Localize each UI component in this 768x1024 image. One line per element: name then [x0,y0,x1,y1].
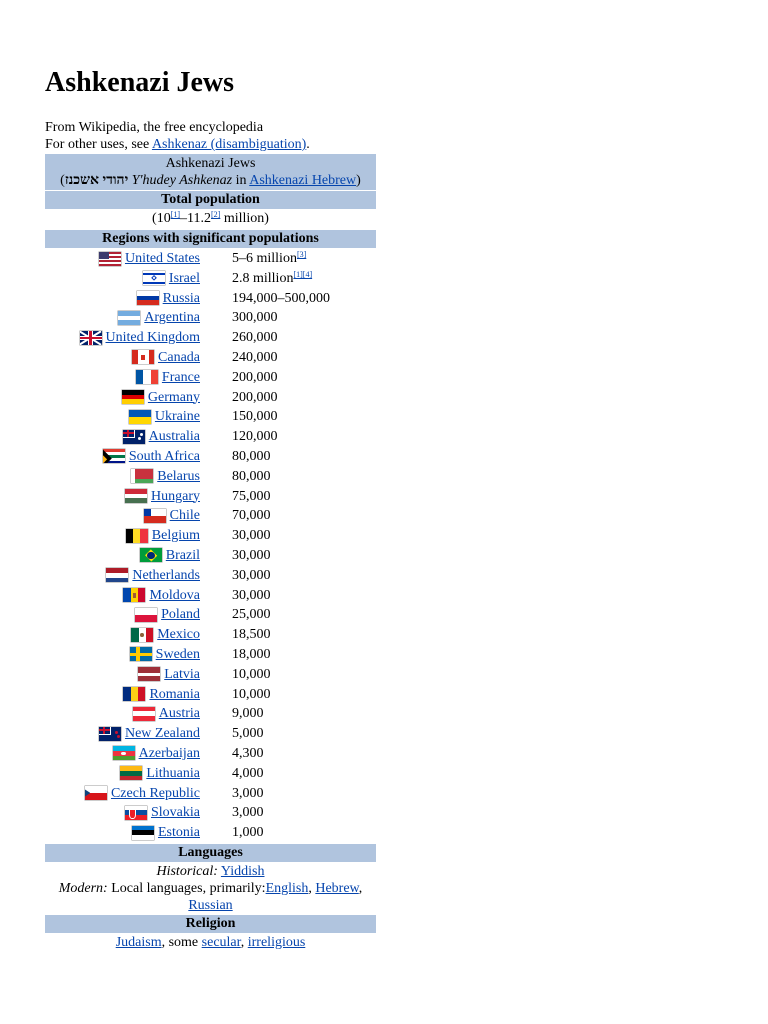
population-value: 200,000 [232,389,278,405]
region-row [45,308,376,328]
au-flag-icon [123,430,145,444]
country-link[interactable]: Czech Republic [110,785,200,801]
region-row [45,289,376,309]
population-value: 2.8 million [232,270,294,286]
native-name [45,172,376,189]
region-row [45,665,376,685]
region-country [129,408,200,425]
ee-flag-icon [132,826,154,840]
country-link[interactable]: Estonia [158,825,200,841]
ashkenazi-hebrew-link[interactable]: Ashkenazi Hebrew [249,173,357,188]
hebrew-name: יהודי אשכנז [64,173,129,188]
population-value: 1,000 [232,825,264,841]
country-link[interactable]: Belgium [151,528,200,544]
ro-flag-icon [123,687,145,701]
region-country [133,705,200,722]
infobox-title [45,154,376,190]
country-link[interactable]: Hungary [151,488,200,504]
region-country [118,309,200,326]
country-link[interactable]: Argentina [144,310,200,326]
region-row [45,526,376,546]
region-row [45,685,376,705]
region-country [99,725,200,742]
ua-flag-icon [129,410,151,424]
region-row [45,625,376,645]
country-link[interactable]: South Africa [128,448,200,464]
transliteration: Y'hudey Ashkenaz [128,173,233,188]
country-link[interactable]: New Zealand [124,726,200,742]
irreligious-link[interactable]: irreligious [247,934,306,950]
population-value: 5,000 [232,726,264,742]
region-country [99,250,200,267]
region-population [232,547,271,564]
region-row [45,467,376,487]
country-link[interactable]: Slovakia [151,805,200,821]
region-country [123,686,200,703]
region-country [122,389,200,406]
cl-flag-icon [144,509,166,523]
region-population [232,488,271,505]
modern-text: Local languages, primarily: [107,880,266,896]
region-row [45,724,376,744]
country-link[interactable]: Netherlands [132,567,200,583]
region-population [232,507,271,524]
country-link[interactable]: Australia [148,429,200,445]
population-value: 30,000 [232,587,271,603]
ref-2-link[interactable]: [2] [211,210,221,219]
total-population-header: Total population [45,191,376,209]
region-row [45,605,376,625]
region-population [232,448,271,465]
population-value: 18,000 [232,646,271,662]
population-value: 18,500 [232,627,271,643]
region-population [232,705,264,722]
hatnote-prefix: For other uses, see [45,137,152,152]
region-country [120,765,200,782]
russian-link[interactable]: Russian [188,897,233,913]
za-flag-icon [103,449,125,463]
fr-flag-icon [136,370,158,384]
regions-list [45,249,376,843]
region-country [132,824,200,841]
region-population [232,309,278,326]
gb-flag-icon [80,331,102,345]
yiddish-link[interactable]: Yiddish [220,863,265,879]
disambiguation-link[interactable]: Ashkenaz (disambiguation) [151,137,307,152]
page-title: Ashkenazi Jews [45,67,235,98]
region-country [103,448,200,465]
region-row [45,249,376,269]
region-row [45,803,376,823]
region-population [232,745,264,762]
region-population [232,270,312,287]
population-value: 150,000 [232,409,278,425]
region-country [136,369,200,386]
il-flag-icon [143,271,165,285]
region-row [45,427,376,447]
region-country [123,587,200,604]
region-country [126,527,200,544]
population-value: 9,000 [232,706,264,722]
cz-flag-icon [85,786,107,800]
region-row [45,506,376,526]
population-value: 80,000 [232,468,271,484]
region-population [232,428,278,445]
country-link[interactable]: Austria [158,706,200,722]
population-value: 240,000 [232,349,278,365]
country-link[interactable]: Poland [161,607,200,623]
region-country [113,745,200,762]
population-value: 260,000 [232,330,278,346]
population-value: 10,000 [232,666,271,682]
population-ref-link[interactable]: [1][4] [293,269,313,279]
region-country [140,547,200,564]
az-flag-icon [113,746,135,760]
population-ref-link[interactable]: [3] [296,250,307,259]
lv-flag-icon [138,667,160,681]
ref-1-link[interactable]: [1] [170,210,181,219]
country-link[interactable]: United States [124,251,200,266]
region-population [232,785,264,802]
country-link[interactable]: Ukraine [154,409,200,425]
se-flag-icon [130,647,152,661]
region-country [123,428,200,445]
region-population [232,725,264,742]
hatnote [45,136,310,153]
regions-header: Regions with significant populations [45,230,376,248]
region-row [45,645,376,665]
region-country [130,646,200,663]
at-flag-icon [133,707,155,721]
region-population [232,369,278,386]
region-country [132,349,200,366]
by-flag-icon [131,469,153,483]
population-value: 30,000 [232,547,271,563]
region-country [131,626,200,643]
languages-header: Languages [45,844,376,862]
population-value: 30,000 [232,528,271,544]
region-row [45,487,376,507]
region-country [135,606,200,623]
infobox-name: Ashkenazi Jews [165,156,256,171]
country-link[interactable]: Latvia [164,666,200,682]
country-link[interactable]: United Kingdom [105,330,200,346]
population-value: 4,300 [232,745,264,761]
region-country [106,567,200,584]
region-row [45,368,376,388]
region-population [232,329,278,346]
country-link[interactable]: Romania [149,686,200,702]
population-value: 4,000 [232,765,264,781]
nl-flag-icon [106,568,128,582]
population-value: 5–6 million [232,251,297,266]
hebrew-link[interactable]: Hebrew [315,880,359,896]
total-pop-post: million) [220,211,269,226]
historical-languages [45,863,376,880]
nz-flag-icon [99,727,121,741]
country-link[interactable]: Belarus [157,468,200,484]
country-link[interactable]: Israel [168,270,200,286]
historical-label: Historical: [156,863,218,879]
population-value: 300,000 [232,310,278,326]
region-population [232,666,271,683]
country-link[interactable]: Sweden [155,646,200,662]
religion-header: Religion [45,915,376,933]
md-flag-icon [123,588,145,602]
region-country [131,468,200,485]
region-population [232,468,271,485]
region-country [143,270,200,287]
region-population [232,765,264,782]
religion: Judaism, some secular, irreligious [115,934,306,950]
region-population [232,804,264,821]
region-population [232,349,278,366]
modern-languages: Modern: Local languages, primarily:English, Hebrew, Russian [58,880,363,913]
ar-flag-icon [118,311,140,325]
mx-flag-icon [131,628,153,642]
religion-text: , some [161,934,202,950]
region-population [232,824,264,841]
native-close: ) [356,173,361,188]
country-link[interactable]: Russia [162,290,200,306]
region-row [45,784,376,804]
de-flag-icon [122,390,144,404]
region-country [80,329,201,346]
region-row [45,388,376,408]
region-population [232,626,271,643]
population-value: 200,000 [232,369,278,385]
country-link[interactable]: Moldova [149,587,200,603]
ru-flag-icon [137,291,159,305]
population-value: 10,000 [232,686,271,702]
total-population [45,210,376,227]
region-population [232,408,278,425]
region-country [125,488,200,505]
lt-flag-icon [120,766,142,780]
region-row [45,704,376,724]
region-population [232,250,306,267]
region-population [232,290,330,307]
region-population [232,686,271,703]
region-country [144,507,200,524]
country-link[interactable]: Germany [147,389,200,405]
country-link[interactable]: Canada [158,349,200,365]
country-link[interactable]: France [161,369,200,385]
region-row [45,328,376,348]
total-pop-mid: –11.2 [180,211,212,226]
region-row [45,823,376,843]
sk-flag-icon [125,806,147,820]
region-country [85,785,200,802]
population-value: 80,000 [232,448,271,464]
region-row [45,447,376,467]
secular-link[interactable]: secular [201,934,241,950]
region-population [232,606,271,623]
pl-flag-icon [135,608,157,622]
infobox [45,154,376,951]
be-flag-icon [126,529,148,543]
hu-flag-icon [125,489,147,503]
country-link[interactable]: Azerbaijan [138,745,200,761]
region-row [45,764,376,784]
country-link[interactable]: Chile [169,508,200,524]
population-value: 30,000 [232,567,271,583]
br-flag-icon [140,548,162,562]
english-link[interactable]: English [265,880,309,896]
population-value: 70,000 [232,508,271,524]
total-pop-pre: (10 [152,211,171,226]
region-row [45,269,376,289]
region-row [45,546,376,566]
population-value: 120,000 [232,429,278,445]
region-row [45,586,376,606]
tagline: From Wikipedia, the free encyclopedia [45,120,264,135]
country-link[interactable]: Lithuania [146,765,200,781]
ca-flag-icon [132,350,154,364]
population-value: 25,000 [232,607,271,623]
region-row [45,566,376,586]
region-country [125,804,200,821]
population-value: 3,000 [232,785,264,801]
intro [45,119,310,153]
region-country [137,290,200,307]
region-row [45,348,376,368]
region-row [45,407,376,427]
hatnote-suffix: . [306,137,310,152]
region-row [45,744,376,764]
region-population [232,646,271,663]
native-in: in [232,173,250,188]
region-population [232,527,271,544]
country-link[interactable]: Mexico [157,627,200,643]
native-open: ( [60,173,65,188]
judaism-link[interactable]: Judaism [115,934,162,950]
us-flag-icon [99,252,121,266]
population-value: 194,000–500,000 [232,290,330,306]
region-population [232,389,278,406]
population-value: 3,000 [232,805,264,821]
region-country [138,666,200,683]
region-population [232,587,271,604]
region-population [232,567,271,584]
modern-label: Modern: [58,880,108,896]
country-link[interactable]: Brazil [165,547,200,563]
population-value: 75,000 [232,488,271,504]
